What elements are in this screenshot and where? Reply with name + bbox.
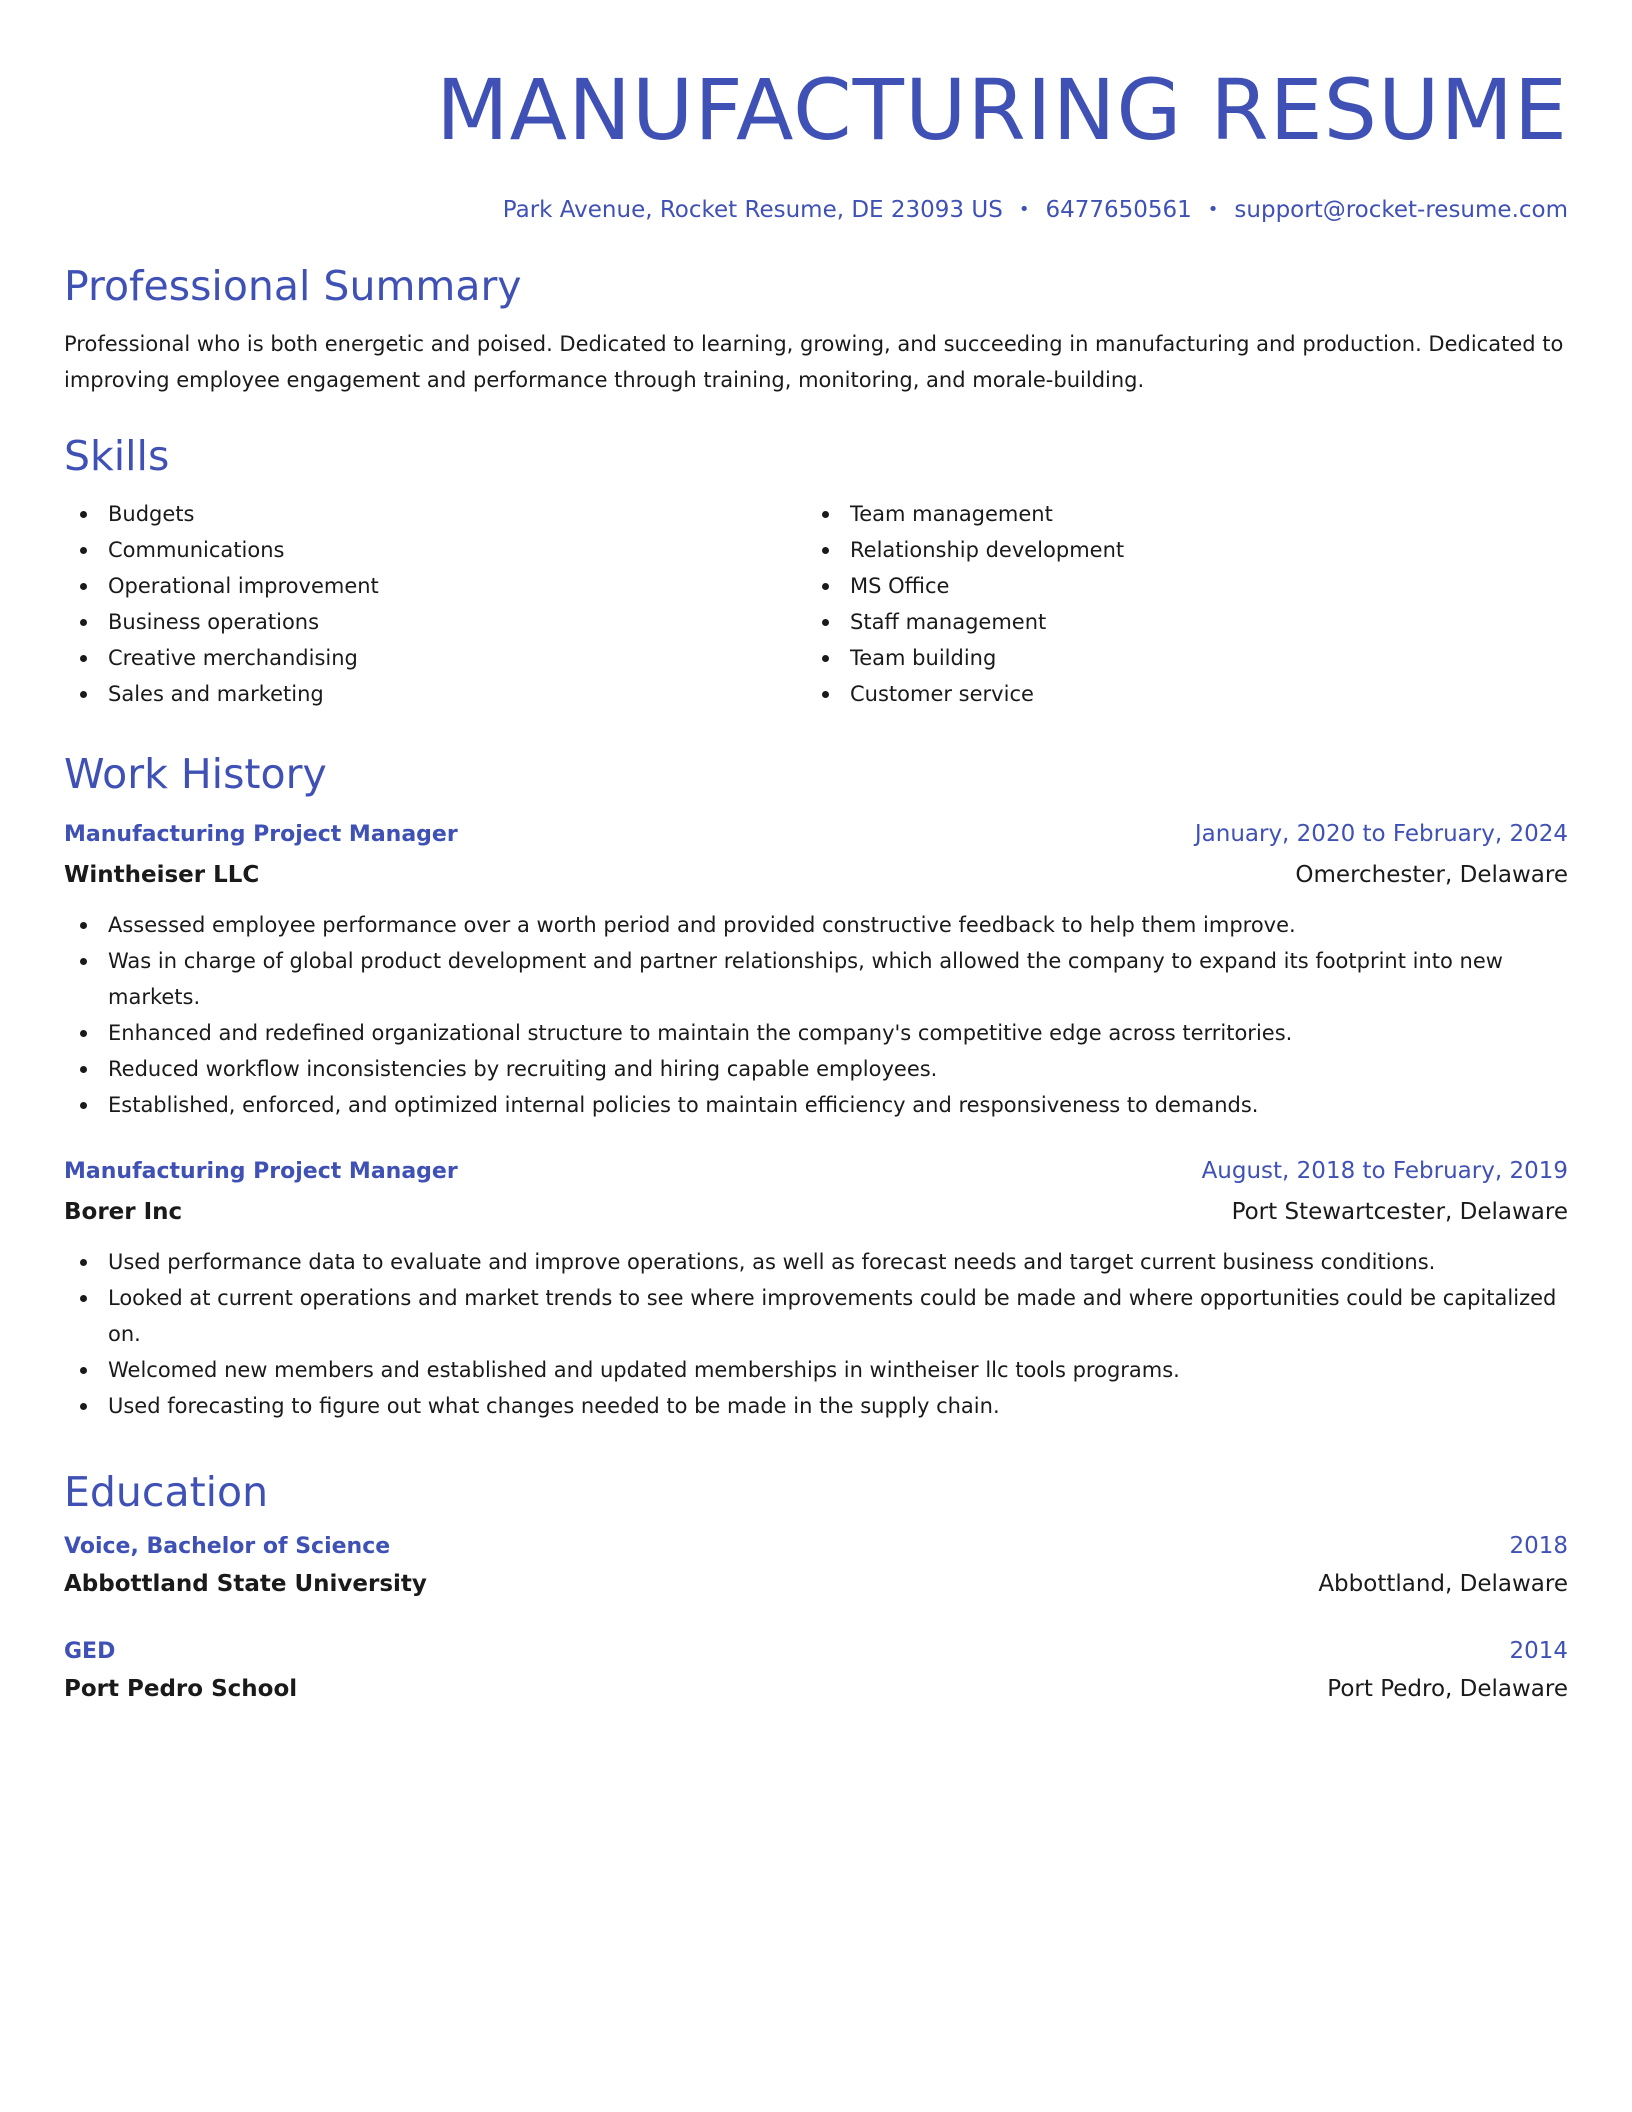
education-degree-row bbox=[64, 1528, 1568, 1565]
skill-item: Business operations bbox=[64, 604, 806, 640]
skill-item: Customer service bbox=[806, 676, 1548, 712]
job-bullet: Reduced workflow inconsistencies by recruiting and hiring capable employees. bbox=[64, 1051, 1568, 1087]
job-bullet: Was in charge of global product development and partner relationships, which allowed the company to expand its footprint into new markets. bbox=[64, 943, 1568, 1015]
job-bullet: Assessed employee performance over a worth period and provided constructive feedback to help them improve. bbox=[64, 907, 1568, 943]
skills-column-left bbox=[64, 496, 806, 712]
job-bullet: Used forecasting to figure out what changes needed to be made in the supply chain. bbox=[64, 1388, 1568, 1424]
job-bullet: Used performance data to evaluate and improve operations, as well as forecast needs and target current business conditions. bbox=[64, 1244, 1568, 1280]
job-title-row bbox=[64, 814, 1568, 855]
job-company-row bbox=[64, 855, 1568, 895]
skill-item: Creative merchandising bbox=[64, 640, 806, 676]
job-bullet: Established, enforced, and optimized internal policies to maintain efficiency and responsiveness to demands. bbox=[64, 1087, 1568, 1123]
skill-item: Team building bbox=[806, 640, 1548, 676]
resume-title: MANUFACTURING RESUME bbox=[436, 61, 1568, 159]
contact-phone: 6477650561 bbox=[1045, 197, 1192, 223]
job-dates: August, 2018 to February, 2019 bbox=[1201, 1158, 1568, 1184]
contact-separator: • bbox=[1207, 199, 1219, 220]
education-year: 2018 bbox=[1509, 1533, 1568, 1559]
education-school-row bbox=[64, 1670, 1568, 1708]
job-bullet: Looked at current operations and market trends to see where improvements could be made and where opportunities could be capitalized on. bbox=[64, 1280, 1568, 1352]
job-company-row bbox=[64, 1192, 1568, 1232]
job-location: Omerchester, Delaware bbox=[1295, 862, 1568, 888]
job-company: Wintheiser LLC bbox=[64, 862, 260, 888]
skill-item: Sales and marketing bbox=[64, 676, 806, 712]
work-history-heading: Work History bbox=[64, 750, 327, 798]
summary-text: Professional who is both energetic and poised. Dedicated to learning, growing, and succeeding in manufacturing and production. Dedicated to improving employee engagement and performance through training, monitoring, and morale-building. bbox=[64, 332, 1564, 392]
contact-email: support@rocket-resume.com bbox=[1234, 197, 1568, 223]
job-bullets bbox=[64, 1244, 1568, 1424]
summary-heading: Professional Summary bbox=[64, 262, 522, 310]
job-bullets bbox=[64, 907, 1568, 1123]
skill-item: Budgets bbox=[64, 496, 806, 532]
skill-item: Relationship development bbox=[806, 532, 1548, 568]
job-location: Port Stewartcester, Delaware bbox=[1231, 1199, 1568, 1225]
education-degree: Voice, Bachelor of Science bbox=[64, 1534, 391, 1559]
education-entry bbox=[64, 1633, 1568, 1708]
skill-item: Staff management bbox=[806, 604, 1548, 640]
skills-list bbox=[64, 496, 1568, 712]
education-location: Abbottland, Delaware bbox=[1318, 1571, 1568, 1597]
skill-item: Operational improvement bbox=[64, 568, 806, 604]
education-degree-row bbox=[64, 1633, 1568, 1670]
job-title: Manufacturing Project Manager bbox=[64, 1159, 458, 1184]
job-bullet: Welcomed new members and established and updated memberships in wintheiser llc tools programs. bbox=[64, 1352, 1568, 1388]
education-degree: GED bbox=[64, 1639, 116, 1664]
education-school: Port Pedro School bbox=[64, 1676, 298, 1702]
job-title-row bbox=[64, 1151, 1568, 1192]
job-company: Borer Inc bbox=[64, 1199, 183, 1225]
contact-separator: • bbox=[1018, 199, 1030, 220]
education-school-row bbox=[64, 1565, 1568, 1603]
job-dates: January, 2020 to February, 2024 bbox=[1194, 821, 1568, 847]
job-entry bbox=[64, 814, 1568, 1123]
job-title: Manufacturing Project Manager bbox=[64, 822, 458, 847]
education-school: Abbottland State University bbox=[64, 1571, 427, 1597]
education-location: Port Pedro, Delaware bbox=[1327, 1676, 1568, 1702]
education-entry bbox=[64, 1528, 1568, 1603]
contact-address: Park Avenue, Rocket Resume, DE 23093 US bbox=[502, 197, 1003, 223]
job-bullet: Enhanced and redefined organizational structure to maintain the company's competitive edge across territories. bbox=[64, 1015, 1568, 1051]
contact-line bbox=[64, 194, 1568, 226]
skills-heading: Skills bbox=[64, 432, 170, 480]
skill-item: Team management bbox=[806, 496, 1548, 532]
education-year: 2014 bbox=[1509, 1638, 1568, 1664]
education-heading: Education bbox=[64, 1468, 269, 1516]
skill-item: Communications bbox=[64, 532, 806, 568]
skill-item: MS Office bbox=[806, 568, 1548, 604]
job-entry bbox=[64, 1151, 1568, 1424]
skills-column-right bbox=[806, 496, 1548, 712]
